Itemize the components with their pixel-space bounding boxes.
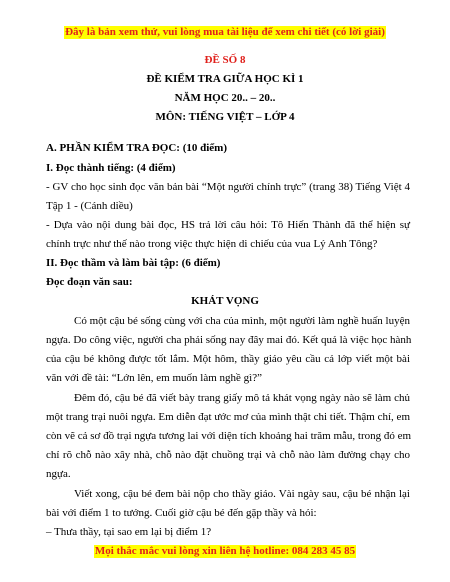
exam-number: ĐỀ SỐ 8 [204,54,246,66]
hotline-banner: Mọi thắc mắc vui lòng xin liên hệ hotline: 084 283 45 85 [94,545,356,557]
part1-heading: I. Đọc thành tiếng: (4 điểm) [46,162,176,174]
part1-line: chính trực như thế nào trong việc thực hiện di chiếu của vua Lý Anh Tông? [46,238,378,250]
story-paragraph-line: Có một cậu bé sống cùng với cha của mình, một người làm nghề huấn luyện [74,315,410,327]
part2-heading: II. Đọc thầm và làm bài tập: (6 điểm) [46,257,221,269]
exam-title: ĐỀ KIỂM TRA GIỮA HỌC KÌ 1 [146,73,304,85]
subject-line: MÔN: TIẾNG VIỆT – LỚP 4 [155,111,295,123]
story-paragraph-line: Đêm đó, cậu bé đã viết bày trang giấy mô tả khát vọng ngày nào sẽ làm chủ [74,392,410,404]
story-paragraph-line: chỉ rõ chỗ nào xây nhà, chỗ nào đặt chuồng trại và chỗ nào làm đường chạy cho [46,449,410,461]
story-paragraph-line: bài với điểm 1 to tướng. Cuối giờ cậu bé đến gặp thầy và hỏi: [46,507,317,519]
preview-notice-banner: Đây là bản xem thử, vui lòng mua tài liệu để xem chi tiết (có lời giải) [65,26,385,38]
part1-line: Tập 1 - (Cánh diều) [46,200,133,212]
part2-subheading: Đọc đoạn văn sau: [46,276,133,288]
story-paragraph-line: của cậu bé không được tốt lắm. Một hôm, thầy giáo yêu cầu cả lớp viết một bài [46,353,410,365]
story-paragraph-line: – Thưa thầy, tại sao em lại bị điểm 1? [46,526,212,538]
story-paragraph-line: ngựa. Do công việc, người cha phải sống nay đây mai đó. Kết quả là việc học hành [46,334,412,346]
story-paragraph-line: văn với đề tài: “Lớn lên, em muốn làm nghề gì?” [46,372,262,384]
story-paragraph-line: Viết xong, cậu bé đem bài nộp cho thầy giáo. Vài ngày sau, cậu bé nhận lại [74,488,410,500]
story-paragraph-line: ngựa. [46,468,71,480]
part1-line: - Dựa vào nội dung bài đọc, HS trả lời câu hỏi: Tô Hiến Thành đã thể hiện sự [46,219,410,231]
story-title: KHÁT VỌNG [191,295,259,307]
part1-line: - GV cho học sinh đọc văn bản bài “Một người chính trực” (trang 38) Tiếng Việt 4 [46,181,410,193]
school-year: NĂM HỌC 20.. – 20.. [174,92,276,104]
story-paragraph-line: một trang trại nuôi ngựa. Em diễn đạt ước mơ của mình thật chi tiết. Thậm chí, em [46,411,410,423]
section-a-heading: A. PHẦN KIỂM TRA ĐỌC: (10 điểm) [46,142,227,154]
story-paragraph-line: còn vẽ cả sơ đồ trại ngựa tương lai với diện tích khoảng hai trăm mẫu, trong đó em [46,430,412,442]
